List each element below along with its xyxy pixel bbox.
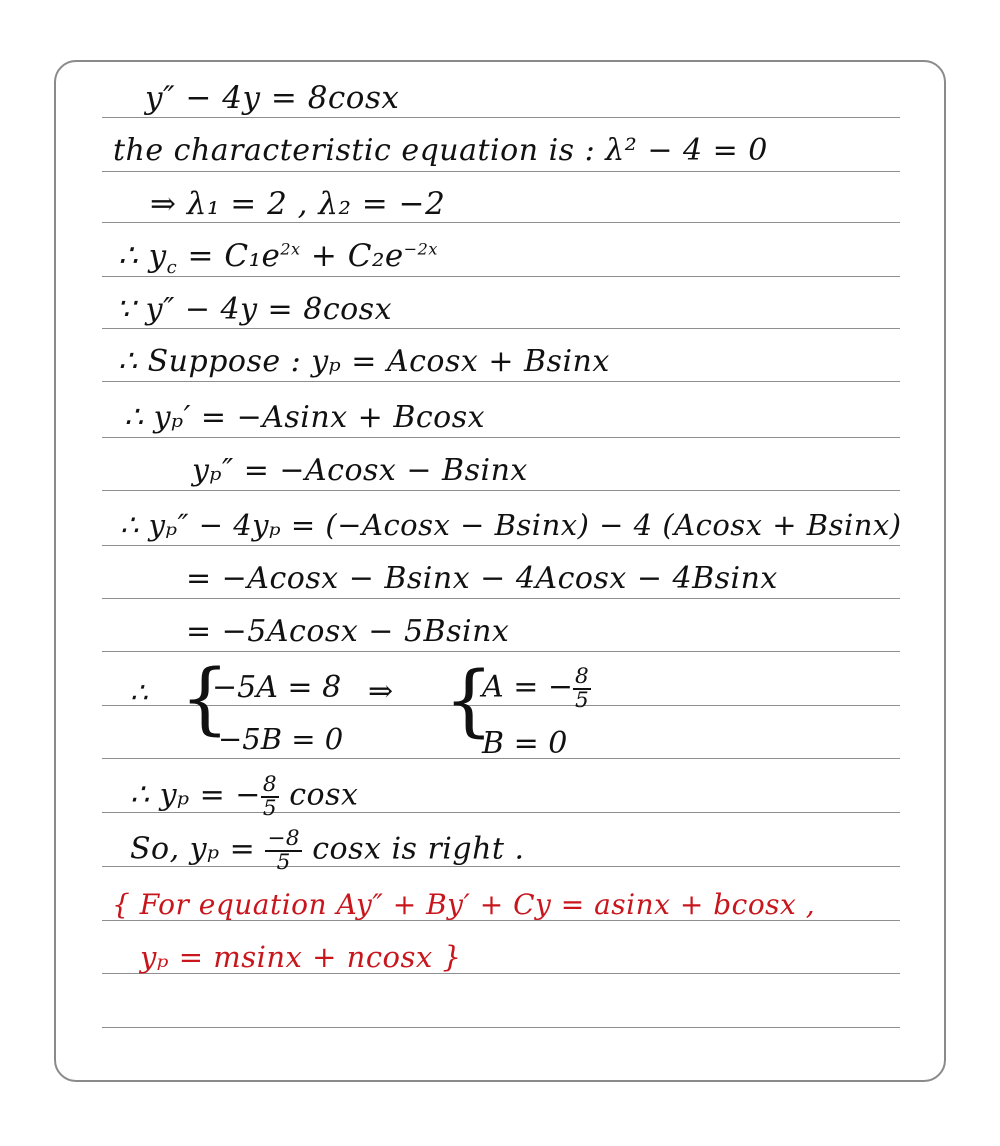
fraction-denominator: 5	[575, 687, 589, 713]
left-brace-1: {	[180, 654, 230, 744]
ruled-line	[102, 381, 900, 382]
ruled-line	[102, 598, 900, 599]
first-derivative-line: ∴ yₚ′ = −Asinx + Bcosx	[124, 400, 486, 435]
ruled-line	[102, 328, 900, 329]
conclusion-prefix: So, yₚ =	[130, 831, 266, 867]
therefore-symbol: ∴	[130, 676, 149, 709]
system-eq-1: −5A = 8	[212, 670, 342, 705]
solution-b: B = 0	[482, 726, 568, 761]
system-eq-2: −5B = 0	[218, 722, 344, 756]
because-line: ∵ y″ − 4y = 8cosx	[116, 292, 392, 327]
yc-exponent-1: 2x	[280, 239, 301, 259]
yc-prefix: ∴ y	[118, 238, 167, 274]
particular-solution-line	[130, 774, 358, 819]
suppose-line: ∴ Suppose : yₚ = Acosx + Bsinx	[118, 344, 610, 379]
equation-line-1: y″ − 4y = 8cosx	[145, 80, 400, 116]
expansion-line: = −Acosx − Bsinx − 4Acosx − 4Bsinx	[186, 561, 778, 596]
roots-line: ⇒ λ₁ = 2 , λ₂ = −2	[150, 186, 446, 222]
yp-cos-term: cosx	[279, 777, 359, 813]
ruled-line	[102, 171, 900, 172]
solution-a	[482, 666, 591, 711]
fraction-denominator: 5	[262, 795, 278, 821]
yc-exponent-2: −2x	[403, 239, 438, 259]
yc-term-1: = C₁e	[177, 238, 281, 274]
yp-prefix: ∴ yₚ = −	[130, 777, 261, 813]
second-derivative-line: yₚ″ = −Acosx − Bsinx	[192, 453, 528, 488]
left-brace-2: {	[444, 656, 494, 746]
fraction-numerator: 8	[262, 772, 278, 797]
fraction-8-5	[261, 774, 279, 819]
fraction-numerator: −8	[267, 826, 301, 851]
ruled-line	[102, 545, 900, 546]
simplified-line: = −5Acosx − 5Bsinx	[186, 614, 510, 649]
fraction-numerator: 8	[575, 664, 589, 689]
fraction-8-5	[573, 666, 591, 711]
ruled-line	[102, 117, 900, 118]
ruled-line	[102, 651, 900, 652]
yc-subscript: c	[166, 257, 178, 279]
yc-term-2: + C₂e	[300, 238, 404, 274]
conclusion-suffix: cosx is right .	[302, 831, 525, 867]
fraction-denominator: 5	[276, 849, 291, 875]
solution-a-label: A = −	[482, 669, 574, 705]
ruled-line	[102, 437, 900, 438]
ruled-line	[102, 222, 900, 223]
fraction-neg8-5	[265, 828, 302, 873]
ruled-line	[102, 490, 900, 491]
complementary-solution-line	[118, 238, 438, 278]
note-line-1: { For equation Ay″ + By′ + Cy = asinx + bcosx ,	[112, 888, 816, 921]
note-line-2: yₚ = msinx + ncosx }	[140, 940, 462, 974]
implies-arrow: ⇒	[368, 674, 394, 709]
conclusion-line	[130, 828, 525, 873]
characteristic-equation-line: the characteristic equation is : λ² − 4 = 0	[113, 133, 768, 168]
ruled-line	[102, 1027, 900, 1028]
substitution-line: ∴ yₚ″ − 4yₚ = (−Acosx − Bsinx) − 4 (Acosx + Bsinx)	[120, 508, 902, 542]
